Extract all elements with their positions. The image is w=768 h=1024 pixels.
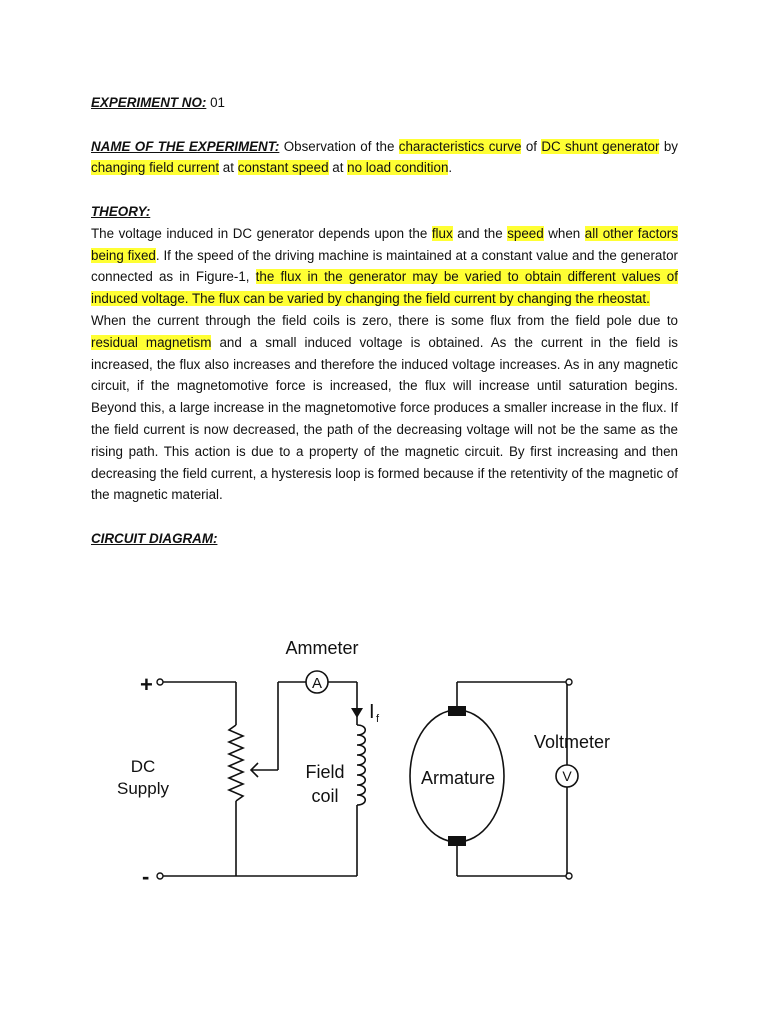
highlight: constant speed [237, 160, 329, 176]
circuit-heading [91, 528, 678, 550]
circuit-label: CIRCUIT DIAGRAM: [91, 530, 218, 546]
voltmeter-label: Voltmeter [533, 732, 610, 752]
field-label-line-2: coil [311, 786, 339, 806]
supply-label-line-1: DC [130, 757, 156, 776]
experiment-name-label: NAME OF THE EXPERIMENT: [91, 138, 280, 154]
text: When the current through the field coils is zero, there is some flux from the field pole due to [91, 312, 678, 328]
theory-paragraph-2 [91, 310, 678, 506]
experiment-line [91, 92, 678, 114]
ammeter-letter: A [311, 675, 323, 692]
plus-label: + [140, 672, 153, 697]
experiment-label: EXPERIMENT NO: [91, 95, 207, 110]
current-arrow-icon [351, 708, 363, 718]
highlight: speed [507, 225, 544, 241]
output-top-terminal [566, 679, 572, 685]
supply-label-line-2: Supply [117, 779, 169, 798]
highlight: changing field current [91, 160, 220, 176]
highlight: characteristics curve [398, 138, 522, 154]
highlight: the flux in the generator may be varied to obtain different values of induced voltage. The flux can be varied by changing the field current by changing the rheostat. [91, 269, 678, 307]
field-coil [357, 725, 365, 805]
text: by [663, 138, 678, 154]
theory-heading [91, 201, 678, 223]
text: and a small induced voltage is obtained. As the current in the field is increased, the flux also increases and therefore the induced voltage increases. As in any magnetic circuit, if the magnetomotive force is increased, the flux will increase until saturation begins. Beyond this, a large increase in the magnetomotive force produces a smaller increase in the flux. If the field current is now decreased, the path of the decreasing voltage will not be the same as the rising path. This action is due to a property of the magnetic circuit. By first increasing and then decreasing the field current, a hysteresis loop is formed because if the retentivity of the magnetic of the magnetic material. [91, 334, 678, 503]
armature-label: Armature [420, 768, 496, 788]
armature-bottom-brush [448, 836, 466, 846]
current-label: I [369, 701, 375, 723]
text: of [525, 138, 537, 154]
text: and the [457, 225, 503, 241]
ammeter-label: Ammeter [285, 638, 359, 658]
highlight: DC shunt generator [541, 138, 660, 154]
text: when [548, 225, 581, 241]
rheostat [229, 725, 243, 801]
text: at [332, 160, 344, 176]
highlight: flux [431, 225, 453, 241]
highlight: residual magnetism [91, 334, 212, 350]
text: The voltage induced in DC generator depends upon the [91, 225, 428, 241]
theory-label: THEORY: [91, 203, 151, 219]
minus-terminal [157, 873, 163, 879]
circuit-diagram [110, 620, 610, 910]
experiment-number: 01 [210, 95, 225, 110]
armature-top-brush [448, 706, 466, 716]
experiment-name [91, 136, 678, 180]
theory-paragraph-1 [91, 223, 678, 310]
text: . [448, 160, 453, 176]
text: Observation of the [283, 138, 395, 154]
current-subscript: f [376, 713, 380, 725]
text: at [222, 160, 234, 176]
highlight: all other factors being fixed [91, 225, 678, 263]
output-bottom-terminal [566, 873, 572, 879]
plus-terminal [157, 679, 163, 685]
voltmeter-letter: V [562, 768, 572, 784]
text: . If the speed of the driving machine is maintained at a constant value and the generator connected as in Figure-1, [91, 247, 678, 285]
minus-label: - [142, 864, 150, 889]
highlight: no load condition [347, 160, 449, 176]
document-body [91, 92, 678, 550]
field-label-line-1: Field [305, 762, 345, 782]
